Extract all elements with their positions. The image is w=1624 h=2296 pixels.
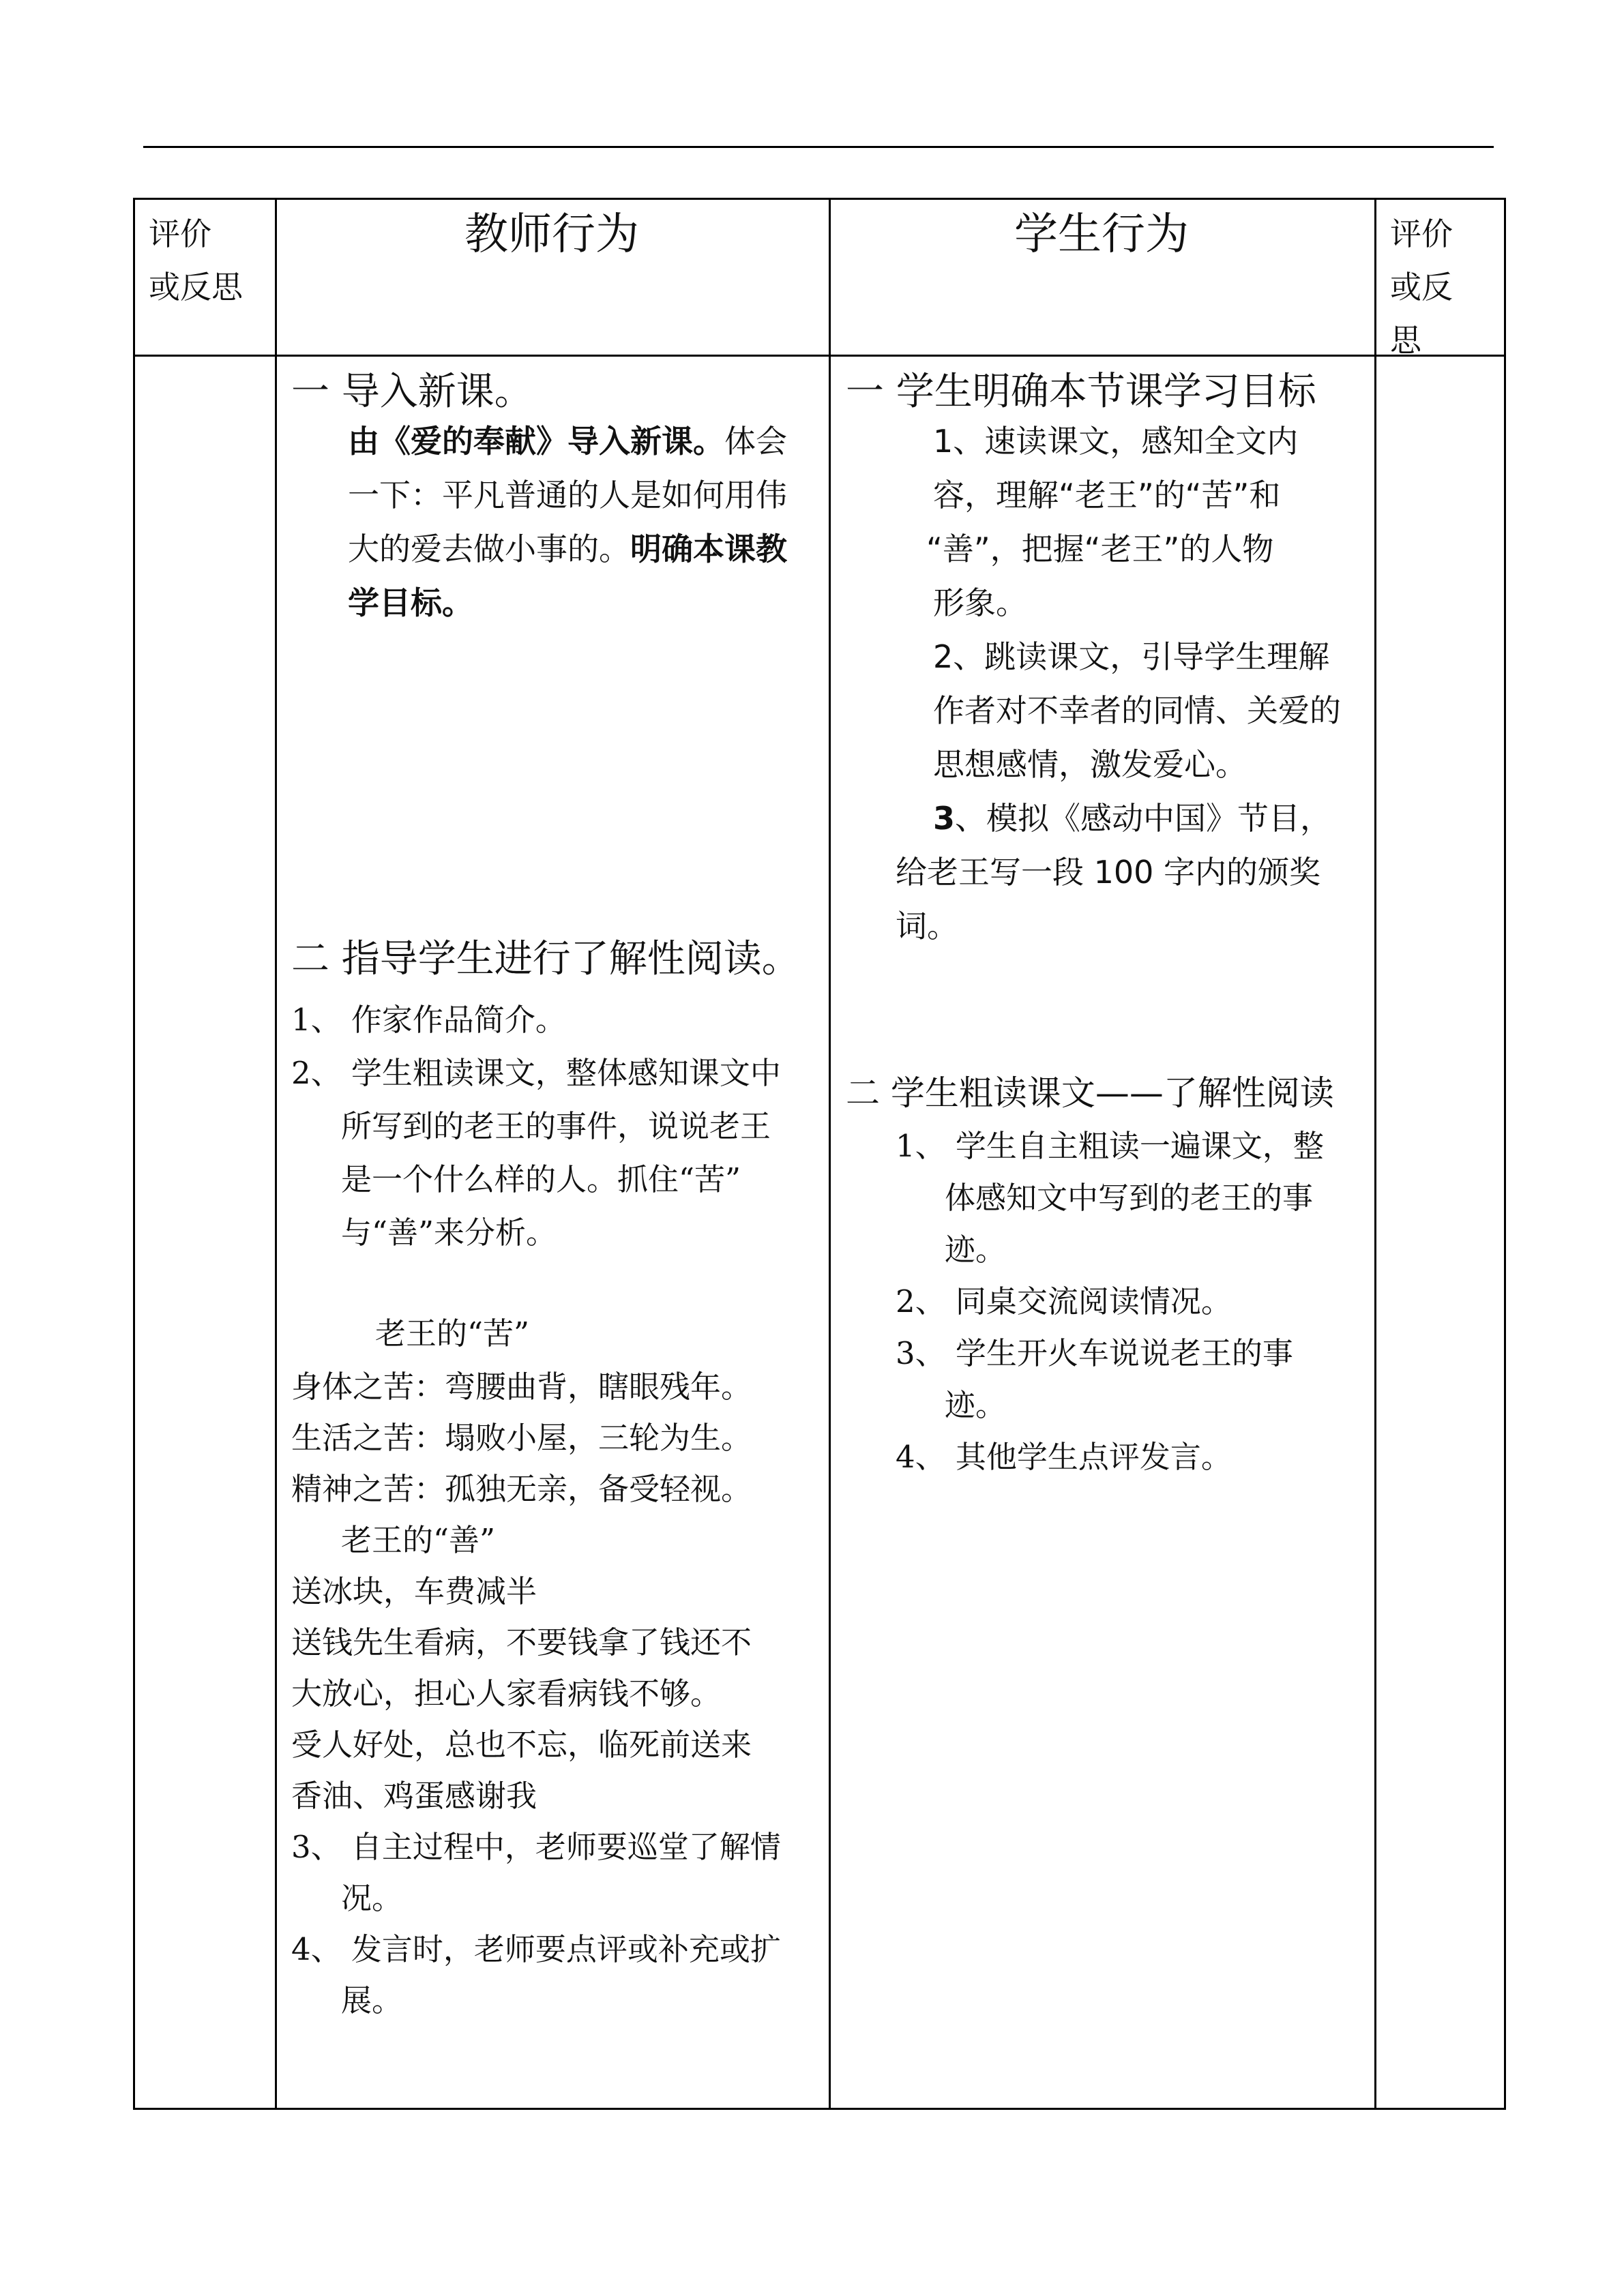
header-eval-left-line: 评价 [149,215,211,252]
text-run: 明确本课教 [630,531,787,567]
text-line [896,846,1341,899]
student-read-item: 4、 其他学生点评发言。 [896,1439,1232,1475]
header-student-title: 学生行为 [1014,209,1189,260]
text-line [348,468,787,522]
teacher-guide-item: 精神之苦：孤独无亲，备受轻视。 [291,1471,752,1507]
text-line [933,468,1341,522]
header-eval-left [149,207,243,314]
text-run: 2、跳读课文，引导学生理解 [933,638,1330,675]
column-divider [1374,198,1376,2110]
text-run: 给老王写一段 100 字内的颁奖 [896,854,1321,891]
student-goal-text [896,415,1341,953]
student-read-item: 2、 同桌交流阅读情况。 [896,1283,1232,1320]
teacher-guide-item: 4、 发言时，老师要点评或补充或扩 [291,1931,781,1967]
text-run: “善”，把握“老王”的人物 [926,531,1274,567]
header-eval-right-line: 思 [1390,322,1421,359]
student-read-item: 迹。 [945,1387,1007,1423]
student-read-item: 1、 学生自主粗读一遍课文，整 [896,1128,1324,1164]
text-line [933,684,1341,738]
teacher-guide-subtitle: 老王的“苦” [375,1315,530,1352]
text-line [933,738,1341,792]
text-run: 容，理解“老王”的“苦”和 [933,477,1281,513]
teacher-guide-subtitle: 老王的“善” [341,1522,496,1558]
text-line [926,522,1341,576]
teacher-guide-item: 身体之苦：弯腰曲背，瞎眼残年。 [291,1369,752,1405]
header-eval-right-line: 或反 [1390,269,1453,305]
student-read-item: 体感知文中写到的老王的事 [945,1180,1314,1216]
column-divider [275,198,277,2110]
text-run: 词。 [896,908,958,944]
text-line [348,576,787,630]
teacher-guide-item: 是一个什么样的人。抓住“苦” [341,1161,741,1197]
student-goal-title: 一 学生明确本节课学习目标 [846,370,1316,414]
text-run: 大的爱去做小事的。 [348,531,630,567]
text-run: 一下：平凡普通的人是如何用伟 [348,477,787,513]
teacher-guide-item: 2、 学生粗读课文，整体感知课文中 [291,1055,781,1091]
text-run: 形象。 [933,584,1027,621]
teacher-guide-item: 送冰块，车费减半 [291,1573,537,1609]
text-run: 作者对不幸者的同情、关爱的 [933,692,1341,729]
text-line [896,899,1341,953]
text-run: 学目标。 [348,584,473,621]
header-eval-left-line: 或反思 [149,269,243,305]
text-line [348,415,787,468]
text-run: 由《爱的奉献》导入新课。 [348,423,724,460]
student-read-item: 迹。 [945,1232,1007,1268]
text-run: 、模拟《感动中国》节目， [955,800,1332,837]
text-run: 思想感情，激发爱心。 [933,746,1247,783]
header-row-divider [133,355,1506,357]
text-run: 体会 [724,423,787,460]
table-border-right [1504,198,1506,2110]
student-read-title: 二 学生粗读课文——了解性阅读 [846,1073,1334,1113]
teacher-intro-text [348,415,787,630]
text-line [348,522,787,576]
teacher-guide-item: 况。 [341,1880,403,1916]
teacher-guide-item: 3、 自主过程中，老师要巡堂了解情 [291,1829,781,1865]
student-read-item: 3、 学生开火车说说老王的事 [896,1335,1293,1371]
text-line [933,630,1341,684]
teacher-guide-item: 展。 [341,1982,403,2018]
header-rule [143,146,1494,148]
text-run: 3 [933,800,956,837]
teacher-guide-item: 生活之苦：塌败小屋，三轮为生。 [291,1420,752,1456]
table-border-bottom [133,2108,1506,2110]
header-eval-right [1390,207,1453,367]
teacher-guide-item: 大放心，担心人家看病钱不够。 [291,1675,722,1712]
teacher-guide-item: 所写到的老王的事件，说说老王 [341,1108,771,1144]
teacher-guide-title: 二 指导学生进行了解性阅读。 [291,937,800,981]
text-line [933,415,1341,468]
text-run: 1、速读课文，感知全文内 [933,423,1299,460]
teacher-guide-item: 香油、鸡蛋感谢我 [291,1778,537,1814]
column-divider [829,198,831,2110]
table-border-left [133,198,135,2110]
text-line [933,792,1341,846]
teacher-intro-title: 一 导入新课。 [291,370,533,414]
teacher-guide-item: 1、 作家作品简介。 [291,1002,566,1038]
header-teacher-title: 教师行为 [464,209,639,260]
teacher-guide-item: 与“善”来分析。 [341,1214,557,1251]
lesson-plan-table [133,198,1506,2110]
teacher-guide-item: 受人好处，总也不忘，临死前送来 [291,1727,752,1763]
header-eval-right-line: 评价 [1390,215,1453,252]
text-line [933,576,1341,630]
teacher-guide-item: 送钱先生看病，不要钱拿了钱还不 [291,1624,752,1660]
